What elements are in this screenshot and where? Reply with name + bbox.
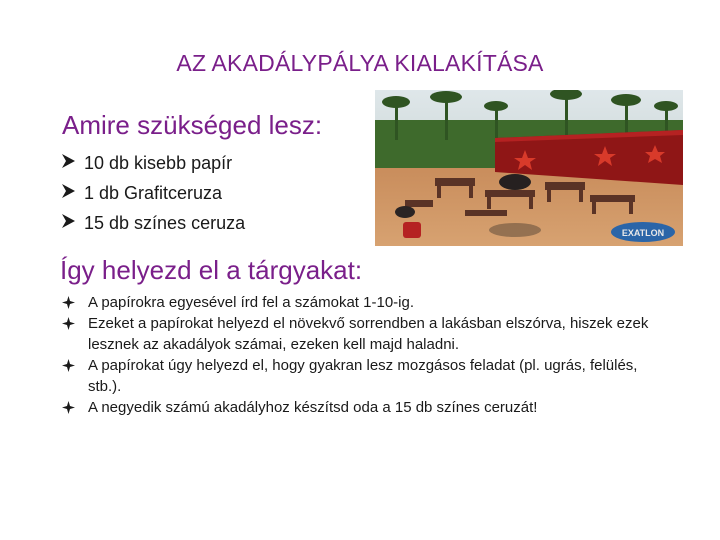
obstacle-course-photo bbox=[375, 90, 683, 246]
diamond-bullet-icon bbox=[62, 313, 80, 334]
arrow-bullet-icon bbox=[60, 178, 78, 208]
instruction-text: A negyedik számú akadályhoz készítsd oda a 15 db színes ceruzát! bbox=[88, 399, 538, 416]
supply-item-text: 10 db kisebb papír bbox=[84, 153, 233, 173]
diamond-bullet-icon bbox=[62, 397, 80, 418]
supplies-list bbox=[60, 148, 245, 238]
list-item bbox=[62, 355, 662, 397]
list-item bbox=[62, 292, 662, 313]
diamond-bullet-icon bbox=[62, 292, 80, 313]
instruction-text: A papírokat úgy helyezd el, hogy gyakran lesz mozgásos feladat (pl. ugrás, felülés, stb.). bbox=[88, 357, 638, 395]
slide-title: AZ AKADÁLYPÁLYA KIALAKÍTÁSA bbox=[176, 50, 544, 76]
list-item bbox=[62, 397, 662, 418]
instructions-list bbox=[62, 292, 662, 418]
supply-item-text: 1 db Grafitceruza bbox=[84, 183, 223, 203]
list-item bbox=[62, 313, 662, 355]
instruction-text: A papírokra egyesével írd fel a számokat 1-10-ig. bbox=[88, 294, 415, 311]
diamond-bullet-icon bbox=[62, 355, 80, 376]
list-item bbox=[60, 148, 245, 178]
list-item bbox=[60, 178, 245, 208]
placement-heading: Így helyezd el a tárgyakat: bbox=[60, 255, 363, 285]
supplies-heading: Amire szükséged lesz: bbox=[62, 110, 323, 140]
instruction-text: Ezeket a papírokat helyezd el növekvő sorrendben a lakásban elszórva, hiszek ezek lesznek az akadályok számai, ezeken kell majd haladni. bbox=[88, 315, 649, 353]
arrow-bullet-icon bbox=[60, 208, 78, 238]
list-item bbox=[60, 208, 245, 238]
exatlon-logo: EXATLON bbox=[621, 228, 665, 238]
supply-item-text: 15 db színes ceruza bbox=[84, 213, 246, 233]
arrow-bullet-icon bbox=[60, 148, 78, 178]
